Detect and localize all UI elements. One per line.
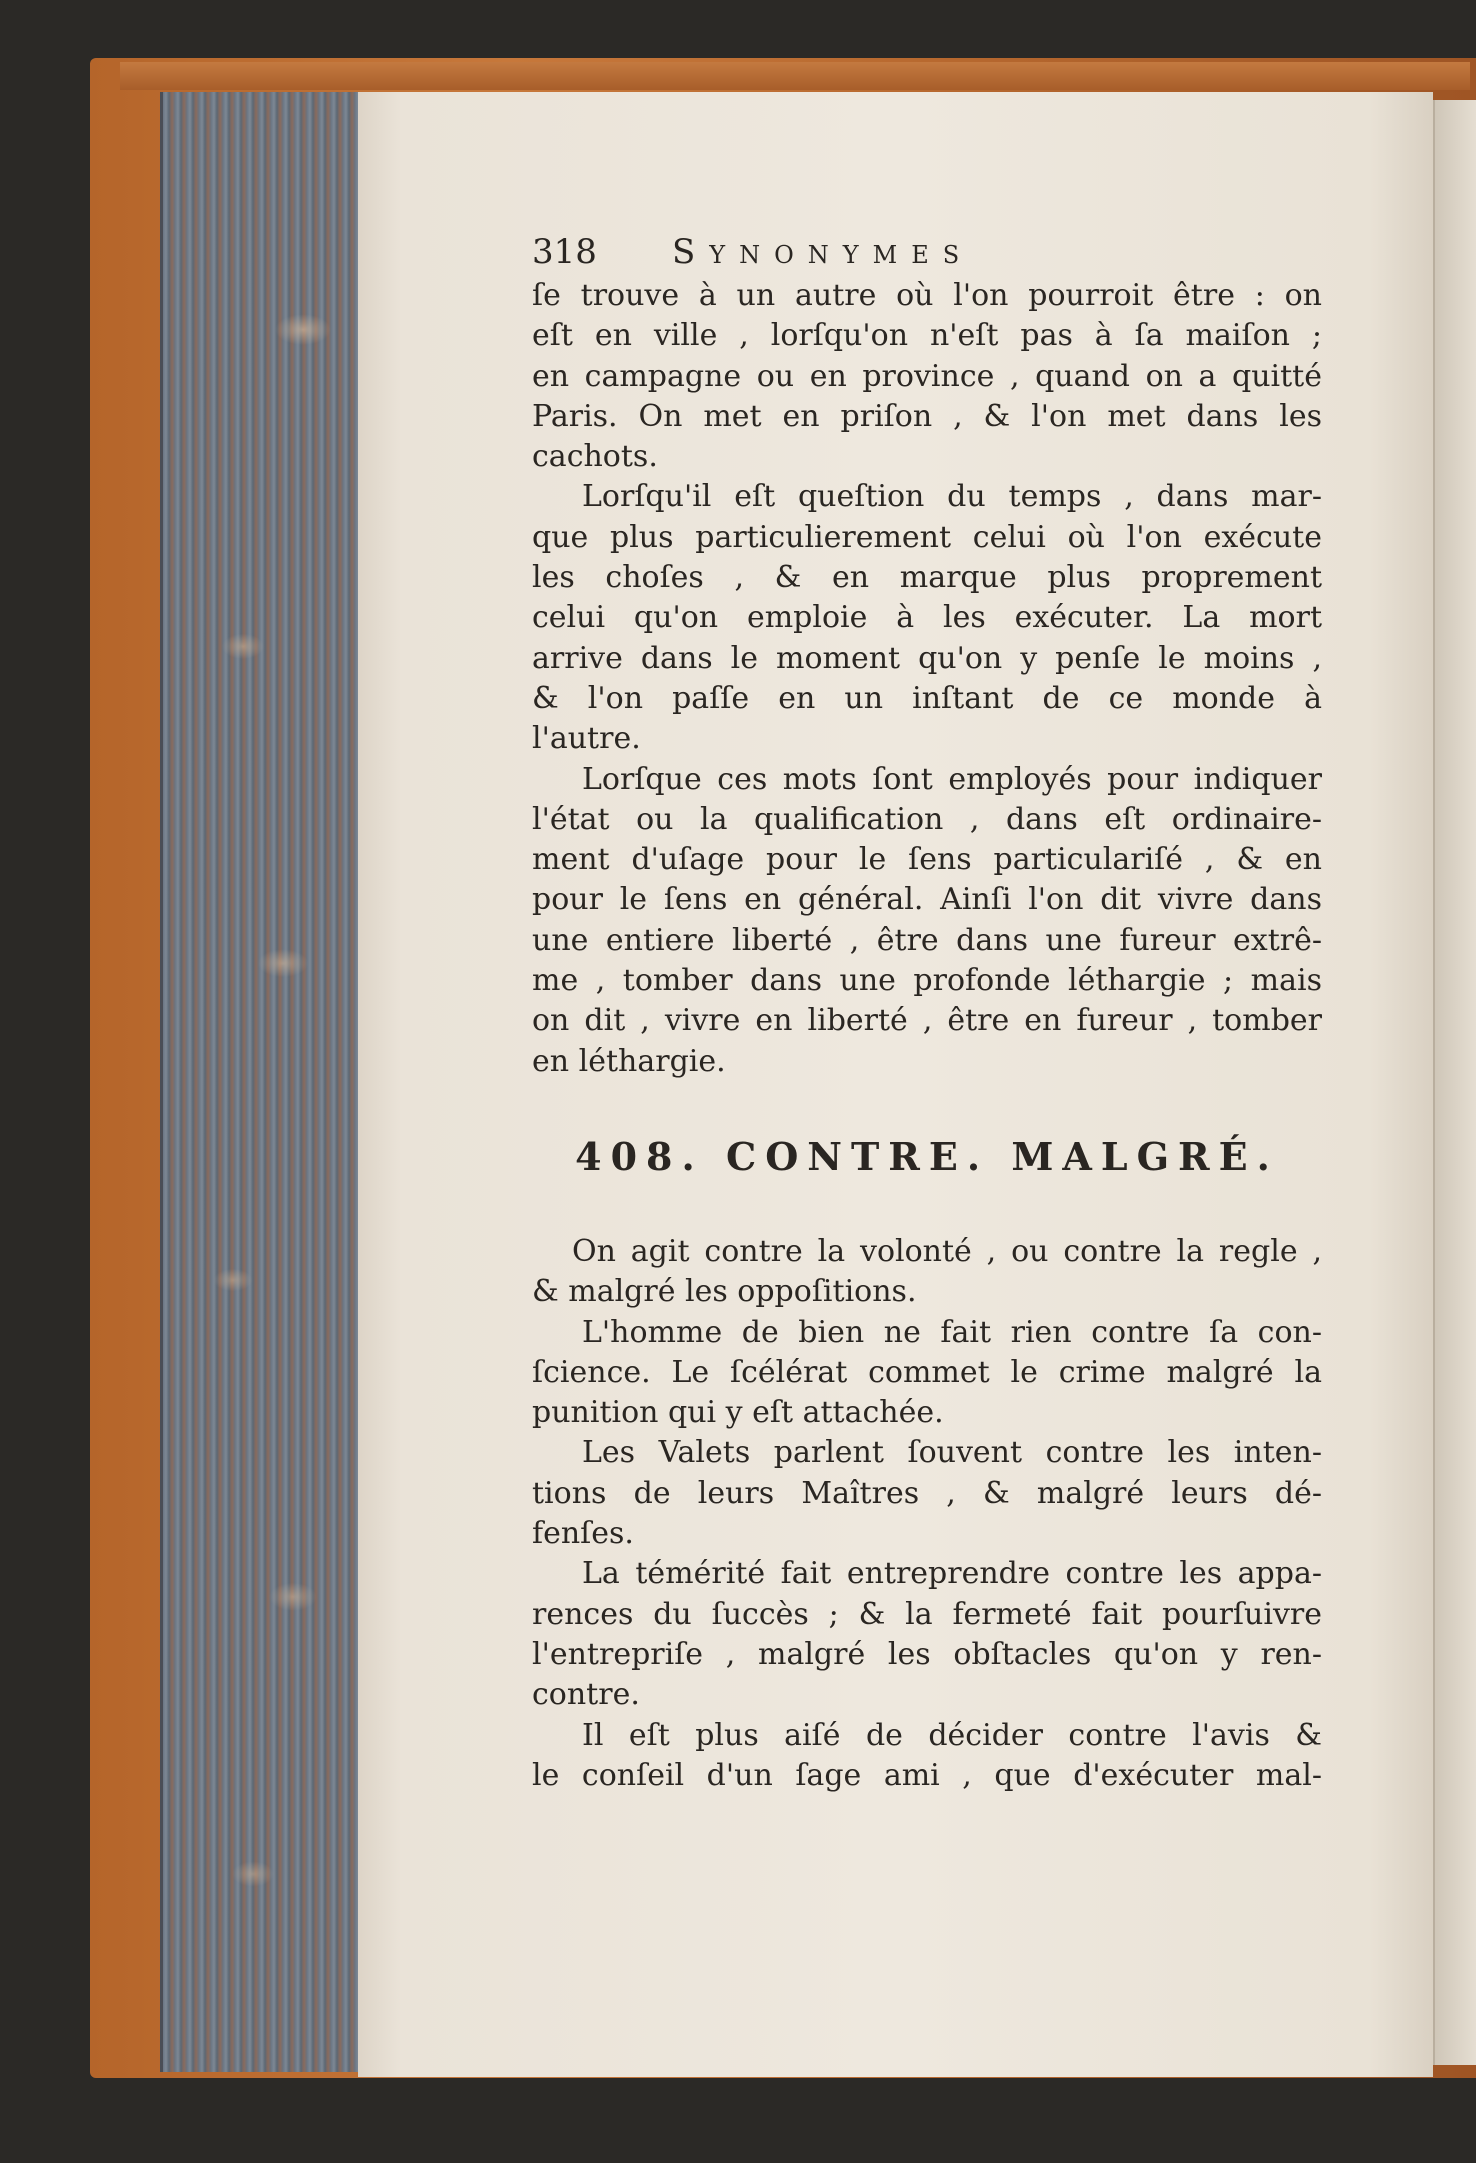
paragraph xyxy=(532,477,1322,759)
text-line: rences du ſuccès ; & la fermeté fait pourſuivre xyxy=(532,1596,1322,1632)
paragraph xyxy=(532,1433,1322,1554)
text-line: l'autre. xyxy=(532,721,641,757)
text-line: Les Valets parlent ſouvent contre les inten- xyxy=(582,1435,1322,1471)
page-number: 318 xyxy=(532,232,597,272)
text-line: les choſes , & en marque plus proprement xyxy=(532,560,1322,596)
text-line: & l'on paſſe en un inſtant de ce monde à xyxy=(532,680,1322,716)
text-line: arrive dans le moment qu'on y penſe le moins , xyxy=(532,640,1322,676)
text-line: on dit , vivre en liberté , être en fureur , tomber xyxy=(532,1003,1322,1039)
text-line: ſcience. Le ſcélérat commet le crime malgré la xyxy=(532,1354,1322,1390)
book-cover-top-edge xyxy=(120,62,1470,90)
paragraph xyxy=(532,1716,1322,1797)
text-line: & malgré les oppoſitions. xyxy=(532,1274,917,1310)
marbled-page-edges xyxy=(160,92,363,2072)
running-head xyxy=(532,232,1322,276)
text-line: eſt en ville , lorſqu'on n'eſt pas à ſa maiſon ; xyxy=(532,318,1322,354)
paragraph xyxy=(532,1554,1322,1715)
facing-page-edge xyxy=(1433,100,1476,2065)
text-line: pour le ſens en général. Ainſi l'on dit vivre dans xyxy=(532,882,1322,918)
text-line: l'entrepriſe , malgré les obſtacles qu'on y ren- xyxy=(532,1636,1322,1672)
text-line: ſe trouve à un autre où l'on pourroit être : on xyxy=(532,278,1322,313)
text-line: L'homme de bien ne fait rien contre ſa con- xyxy=(582,1314,1322,1350)
text-line: une entiere liberté , être dans une fureur extrê- xyxy=(532,922,1322,958)
paragraph xyxy=(532,760,1322,1082)
paragraph xyxy=(532,1232,1322,1313)
text-line: contre. xyxy=(532,1677,640,1713)
text-line: fenſes. xyxy=(532,1516,634,1552)
section-heading: 408. CONTRE. MALGRÉ. xyxy=(575,1134,1279,1180)
text-line: Paris. On met en priſon , & l'on met dans les xyxy=(532,398,1322,434)
text-line: Lorſqu'il eſt queſtion du temps , dans mar- xyxy=(582,479,1322,515)
text-line: Lorſque ces mots ſont employés pour indiquer xyxy=(582,761,1322,797)
text-line: en campagne ou en province , quand on a quitté xyxy=(532,358,1322,394)
text-line: en léthargie. xyxy=(532,1043,726,1079)
paragraph xyxy=(532,1313,1322,1434)
text-line: cachots. xyxy=(532,439,658,475)
text-line: que plus particulierement celui où l'on exécute xyxy=(532,519,1322,555)
text-line: celui qu'on emploie à les exécuter. La mort xyxy=(532,600,1322,636)
running-title: Synonymes xyxy=(672,232,974,272)
text-line: l'état ou la qualification , dans eſt ordinaire- xyxy=(532,801,1322,837)
text-line: Il eſt plus aiſé de décider contre l'avis & xyxy=(582,1717,1322,1753)
text-line: punition qui y eſt attachée. xyxy=(532,1395,944,1431)
page-text xyxy=(532,232,1322,1796)
paragraph xyxy=(532,276,1322,477)
text-line: me , tomber dans une profonde léthargie ; mais xyxy=(532,963,1322,999)
text-line: ment d'uſage pour le ſens particulariſé , & en xyxy=(532,842,1322,878)
text-line: le conſeil d'un ſage ami , que d'exécuter mal- xyxy=(532,1757,1322,1793)
text-line: On agit contre la volonté , ou contre la regle , xyxy=(572,1233,1322,1269)
text-line: tions de leurs Maîtres , & malgré leurs dé- xyxy=(532,1475,1322,1511)
text-line: La témérité fait entreprendre contre les appa- xyxy=(582,1556,1322,1592)
